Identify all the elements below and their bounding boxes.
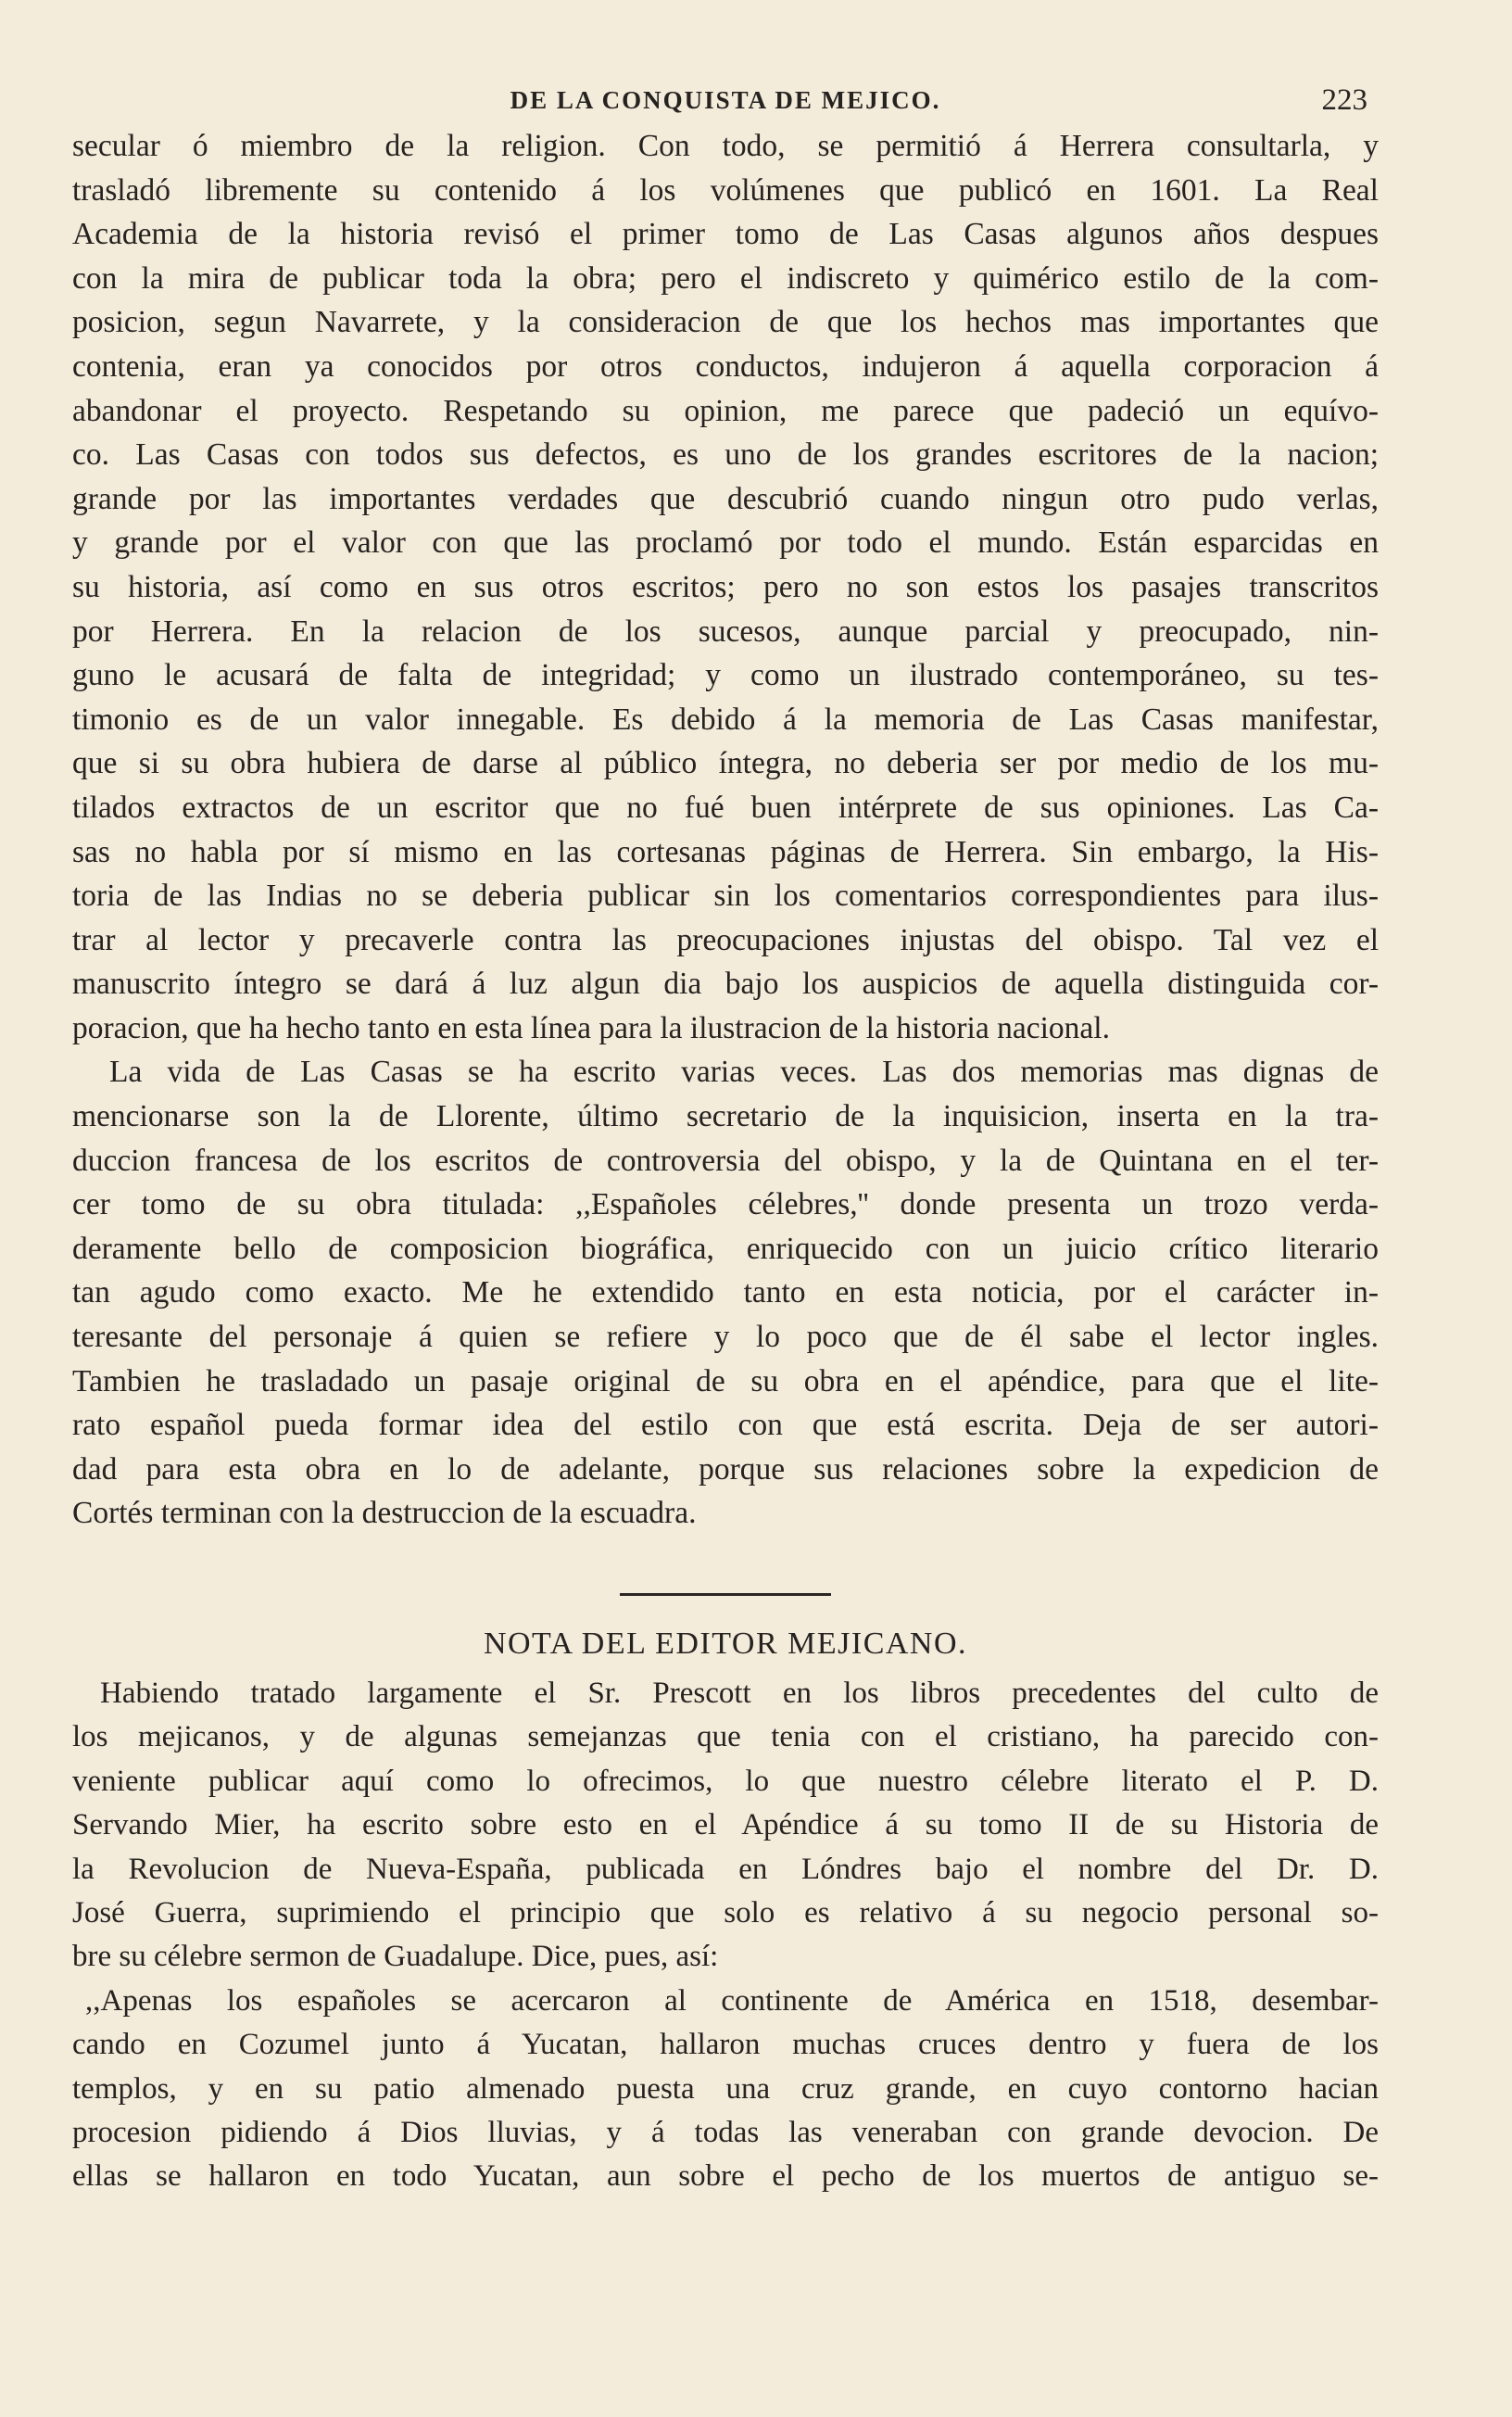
text-line: secular ó miembro de la religion. Con todo, se permitió á Herrera consultarla, y xyxy=(72,129,1379,163)
text-line: mencionarse son la de Llorente, último secretario de la inquisicion, inserta en la tra- xyxy=(72,1099,1379,1134)
text-line: tilados extractos de un escritor que no fué buen intérprete de sus opiniones. Las Ca- xyxy=(72,790,1379,825)
text-line: dad para esta obra en lo de adelante, porque sus relaciones sobre la expedicion de xyxy=(72,1451,1379,1487)
text-line: co. Las Casas con todos sus defectos, es uno de los grandes escritores de la nacion; xyxy=(72,437,1379,473)
text-line: Habiendo tratado largamente el Sr. Prescott en los libros precedentes del culto de xyxy=(100,1677,1379,1710)
text-line: la Revolucion de Nueva-España, publicada en Lóndres bajo el nombre del Dr. D. xyxy=(72,1852,1379,1886)
text-line: Servando Mier, ha escrito sobre esto en el Apéndice á su tomo II de su Historia de xyxy=(72,1808,1379,1842)
paragraph-editor-intro xyxy=(72,1672,1379,1980)
text-line: ellas se hallaron en todo Yucatan, aun sobre el pecho de los muertos de antiguo se- xyxy=(72,2159,1379,2194)
text-line: teresante del personaje á quien se refiere y lo poco que de él sabe el lector ingles. xyxy=(72,1320,1379,1355)
text-line: Cortés terminan con la destruccion de la escuadra. xyxy=(72,1496,697,1531)
paragraph-las-casas-biographies xyxy=(72,1050,1379,1536)
text-line: templos, y en su patio almenado puesta una cruz grande, en cuyo contorno hacian xyxy=(72,2071,1379,2106)
book-page xyxy=(72,76,1379,2199)
text-line: ,,Apenas los españoles se acercaron al continente de América en 1518, desembar- xyxy=(85,1983,1379,2018)
text-line: guno le acusará de falta de integridad; y como un ilustrado contemporáneo, su tes- xyxy=(72,658,1379,693)
text-line: rato español pueda formar idea del estilo con que está escrita. Deja de ser autori- xyxy=(72,1408,1379,1443)
text-line: veniente publicar aquí como lo ofrecimos, lo que nuestro célebre literato el P. D. xyxy=(72,1764,1379,1798)
text-line: trar al lector y precaverle contra las preocupaciones injustas del obispo. Tal vez el xyxy=(72,922,1379,957)
text-line: cer tomo de su obra titulada: ,,Españoles célebres,'' donde presenta un trozo verda- xyxy=(72,1187,1379,1222)
text-line: grande por las importantes verdades que descubrió cuando ningun otro pudo verlas, xyxy=(72,481,1379,516)
main-text xyxy=(72,124,1379,1536)
text-line: procesion pidiendo á Dios lluvias, y á todas las veneraban con grande devocion. De xyxy=(72,2116,1379,2150)
text-line: José Guerra, suprimiendo el principio que solo es relativo á su negocio personal so- xyxy=(72,1896,1379,1930)
text-line: que si su obra hubiera de darse al público íntegra, no deberia ser por medio de los mu- xyxy=(72,746,1379,781)
text-line: duccion francesa de los escritos de controversia del obispo, y la de Quintana en el ter- xyxy=(72,1143,1379,1178)
text-line: posicion, segun Navarrete, y la consideracion de que los hechos mas importantes que xyxy=(72,305,1379,340)
text-line: toria de las Indias no se deberia publicar sin los comentarios correspondientes para ilus- xyxy=(72,879,1379,914)
running-header xyxy=(72,76,1379,124)
text-line: Tambien he trasladado un pasaje original de su obra en el apéndice, para que el lite- xyxy=(72,1363,1379,1398)
text-line: timonio es de un valor innegable. Es debido á la memoria de Las Casas manifestar, xyxy=(72,702,1379,737)
editor-note-text xyxy=(72,1672,1379,2199)
paragraph-las-casas-history xyxy=(72,124,1379,1050)
text-line: su historia, así como en sus otros escritos; pero no son estos los pasajes transcritos xyxy=(72,569,1379,604)
text-line: trasladó libremente su contenido á los volúmenes que publicó en 1601. La Real xyxy=(72,172,1379,208)
paragraph-quoted-mier xyxy=(72,1980,1379,2199)
text-line: deramente bello de composicion biográfica, enriquecido con un juicio crítico literario xyxy=(72,1231,1379,1266)
text-line: Academia de la historia revisó el primer tomo de Las Casas algunos años despues xyxy=(72,217,1379,252)
text-line: sas no habla por sí mismo en las cortesanas páginas de Herrera. Sin embargo, la His- xyxy=(72,834,1379,869)
running-title: DE LA CONQUISTA DE MEJICO. xyxy=(510,86,941,114)
section-divider-rule xyxy=(620,1593,831,1596)
text-line: bre su célebre sermon de Guadalupe. Dice, pues, así: xyxy=(72,1940,719,1974)
text-line: tan agudo como exacto. Me he extendido tanto en esta noticia, por el carácter in- xyxy=(72,1275,1379,1310)
text-line: por Herrera. En la relacion de los sucesos, aunque parcial y preocupado, nin- xyxy=(72,614,1379,649)
text-line: contenia, eran ya conocidos por otros conductos, indujeron á aquella corporacion á xyxy=(72,348,1379,384)
text-line: La vida de Las Casas se ha escrito varias veces. Las dos memorias mas dignas de xyxy=(109,1055,1379,1090)
text-line: abandonar el proyecto. Respetando su opinion, me parece que padeció un equívo- xyxy=(72,393,1379,428)
text-line: poracion, que ha hecho tanto en esta línea para la ilustracion de la historia nacional. xyxy=(72,1010,1110,1045)
text-line: con la mira de publicar toda la obra; pero el indiscreto y quimérico estilo de la com- xyxy=(72,260,1379,296)
page-number: 223 xyxy=(1321,83,1367,117)
text-line: manuscrito íntegro se dará á luz algun dia bajo los auspicios de aquella distinguida cor- xyxy=(72,967,1379,1002)
text-line: y grande por el valor con que las proclamó por todo el mundo. Están esparcidas en xyxy=(72,525,1379,561)
note-title: NOTA DEL EDITOR MEJICANO. xyxy=(483,1626,968,1661)
text-line: cando en Cozumel junto á Yucatan, hallaron muchas cruces dentro y fuera de los xyxy=(72,2028,1379,2062)
text-line: los mejicanos, y de algunas semejanzas que tenia con el cristiano, ha parecido con- xyxy=(72,1720,1379,1754)
